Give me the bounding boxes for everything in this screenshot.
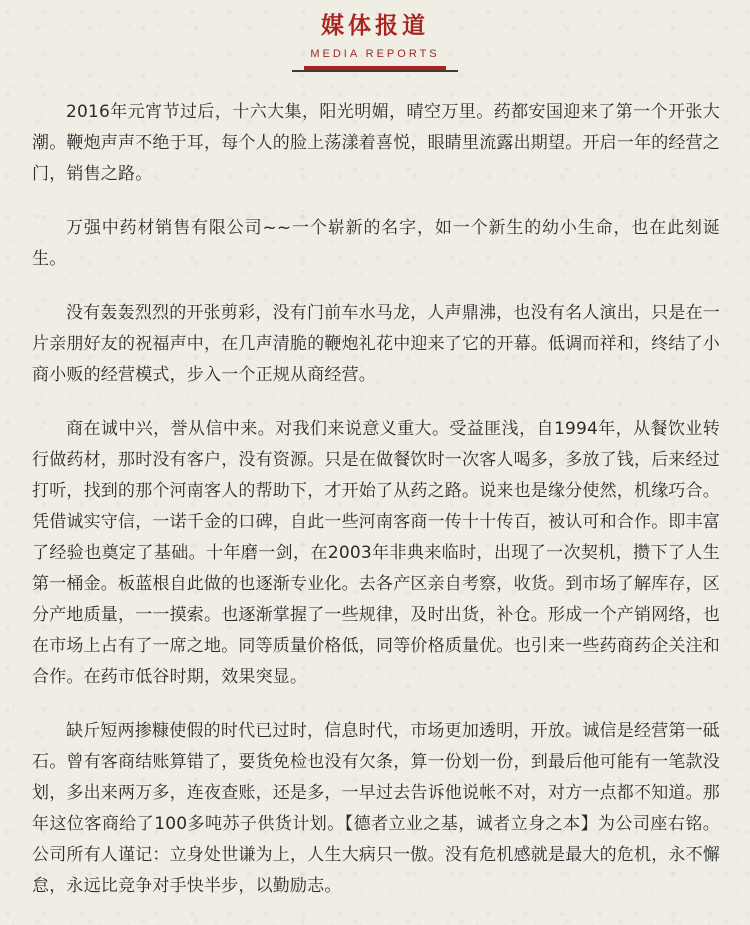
paragraph: 缺斤短两掺糠使假的时代已过时，信息时代，市场更加透明，开放。诚信是经营第一砥石。曾有客商结账算错了，要货免检也没有欠条，算一份划一份，到最后他可能有一笔款没划，多出来两万多，连夜查账，还是多，一早过去告诉他说帐不对，对方一点都不知道。那年这位客商给了100多吨苏子供货计划。【德者立业之基，诚者立身之本】为公司座右铭。公司所有人谨记：立身处世谦为上，人生大病只一傲。没有危机感就是最大的危机，永不懈怠，永远比竞争对手快半步，以勤励志。 [32, 721, 720, 896]
section-title: 媒体报道 [321, 13, 429, 39]
paragraph: 没有轰轰烈烈的开张剪彩，没有门前车水马龙，人声鼎沸，也没有名人演出，只是在一片亲朋好友的祝福声中，在几声清脆的鞭炮礼花中迎来了它的开幕。低调而祥和，终结了小商小贩的经营模式，步入一个正规从商经营。 [32, 303, 720, 385]
page-header [0, 0, 750, 80]
paragraph: 万强中药材销售有限公司~~一个崭新的名字，如一个新生的幼小生命，也在此刻诞生。 [32, 218, 720, 269]
article-body [32, 97, 720, 925]
paragraph: 商在诚中兴，誉从信中来。对我们来说意义重大。受益匪浅，自1994年，从餐饮业转行做药材，那时没有客户，没有资源。只是在做餐饮时一次客人喝多，多放了钱，后来经过打听，找到的那个河南客人的帮助下，才开始了从药之路。说来也是缘分使然，机缘巧合。凭借诚实守信，一诺千金的口碑，自此一些河南客商一传十十传百，被认可和合作。即丰富了经验也奠定了基础。十年磨一剑，在2003年非典来临时，出现了一次契机，攒下了人生第一桶金。板蓝根自此做的也逐渐专业化。去各产区亲自考察，收货。到市场了解库存，区分产地质量，一一摸索。也逐渐掌握了一些规律，及时出货，补仓。形成一个产销网络，也在市场上占有了一席之地。同等质量价格低，同等价格质量优。也引来一些药商药企关注和合作。在药市低谷时期，效果突显。 [32, 419, 720, 687]
header-divider-line [292, 70, 458, 72]
section-subtitle: MEDIA REPORTS [310, 48, 440, 60]
paragraph: 2016年元宵节过后，十六大集，阳光明媚，晴空万里。药都安国迎来了第一个开张大潮。鞭炮声声不绝于耳，每个人的脸上荡漾着喜悦，眼睛里流露出期望。开启一年的经营之门，销售之路。 [32, 102, 720, 184]
